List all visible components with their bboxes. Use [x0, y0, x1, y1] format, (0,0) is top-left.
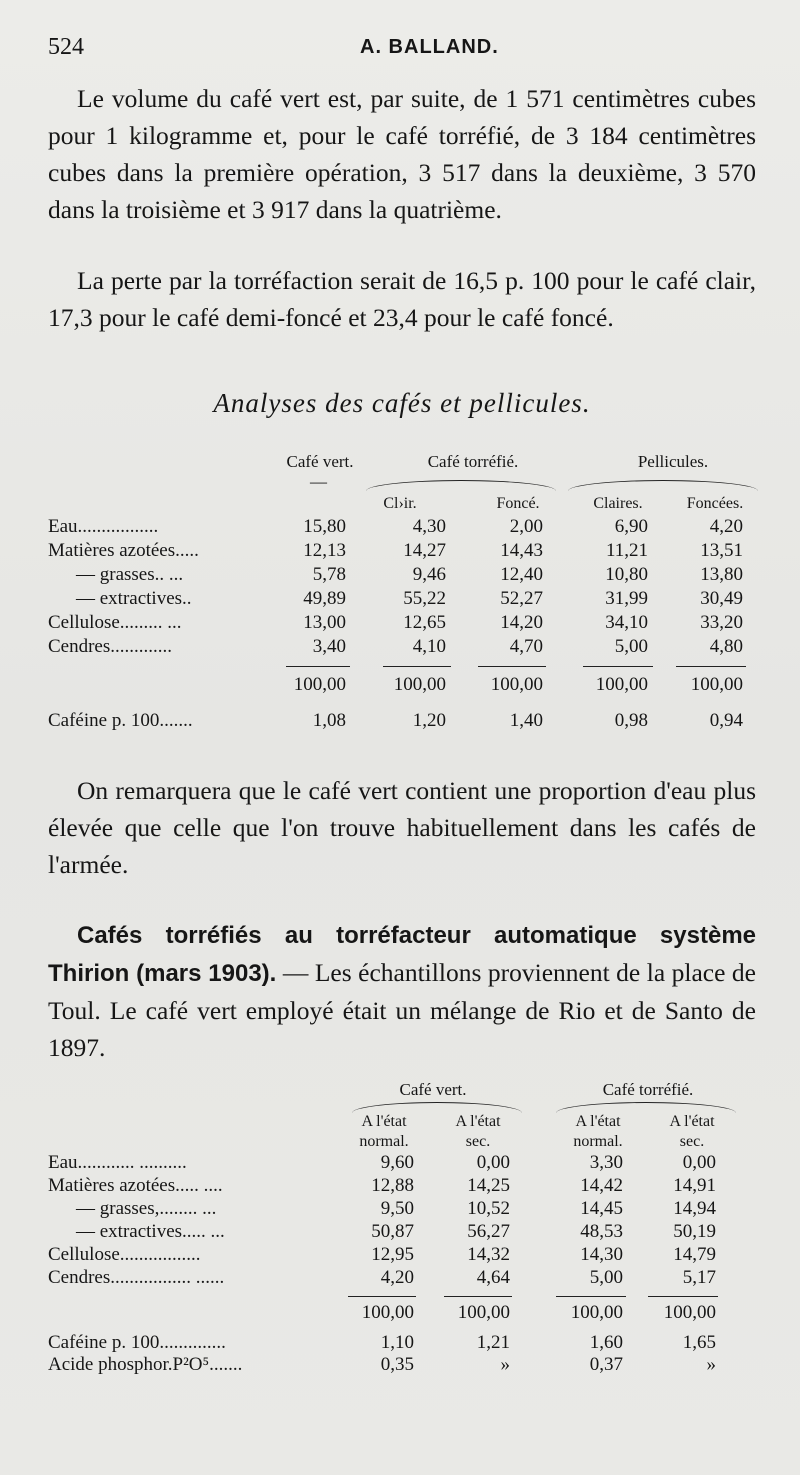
cell: 14,94 — [673, 1198, 716, 1219]
cell: 14,91 — [673, 1175, 716, 1196]
table-row — [48, 636, 758, 660]
cafeine-row — [48, 1332, 758, 1356]
cell: 14,27 — [403, 540, 446, 561]
page-number: 524 — [48, 34, 84, 60]
acide-row — [48, 1354, 758, 1378]
subheader-torrefie-sec — [652, 1112, 732, 1152]
cell: 9,50 — [380, 1198, 414, 1219]
sum-rule — [556, 1296, 626, 1297]
cell: 33,20 — [700, 612, 743, 633]
subheader-vert-normal — [344, 1112, 424, 1152]
paragraph-perte: La perte par la torréfaction serait de 16,5 p. 100 pour le café clair, 17,3 pour le café demi-foncé et 23,4 pour le café foncé. — [48, 266, 756, 332]
cell: 4,70 — [509, 636, 543, 657]
cell: 14,42 — [580, 1175, 623, 1196]
table-row — [48, 516, 758, 540]
sum-rule — [383, 666, 451, 667]
cell: 0,94 — [709, 710, 743, 731]
cell: 5,17 — [682, 1267, 716, 1288]
total-cell: 100,00 — [490, 674, 543, 695]
subheader-line: normal. — [359, 1133, 409, 1150]
subheader-line: A l'état — [455, 1113, 501, 1130]
paragraph-volume: Le volume du café vert est, par suite, de 1 571 centimètres cubes pour 1 kilogramme et, pour le café torréfié, de 3 184 centimètres cubes dans la première opération, 3 517 dans la deuxième, 3 570 dans la troisième et 3 917 dans la quatrième. — [48, 84, 756, 224]
header-pellicules: Pellicules. — [637, 452, 709, 471]
row-label: Matières azotées..... — [48, 540, 199, 561]
brace-torrefie — [366, 480, 556, 491]
cell: 11,21 — [605, 540, 648, 561]
cell: 12,13 — [303, 540, 346, 561]
cell: 10,80 — [605, 564, 648, 585]
subheader-vert-sec — [438, 1112, 518, 1152]
row-label: Cellulose......... ... — [48, 612, 182, 633]
sum-rule — [444, 1296, 512, 1297]
table-row — [48, 564, 758, 588]
cell: 5,00 — [614, 636, 648, 657]
cell: 12,88 — [371, 1175, 414, 1196]
subheader-foncees: Foncées. — [686, 495, 744, 512]
table-row — [48, 540, 758, 564]
cell: 1,60 — [589, 1332, 623, 1353]
cell: 49,89 — [303, 588, 346, 609]
cell: 52,27 — [500, 588, 543, 609]
cell: 50,87 — [371, 1221, 414, 1242]
row-label: Caféine p. 100.............. — [48, 1332, 226, 1353]
row-label: Matières azotées..... .... — [48, 1175, 223, 1196]
cell: 3,30 — [589, 1152, 623, 1173]
cell: 15,80 — [303, 516, 346, 537]
row-label: Eau................. — [48, 516, 159, 537]
subheader-line: A l'état — [361, 1113, 407, 1130]
total-cell: 100,00 — [361, 1302, 414, 1323]
cell: 14,45 — [580, 1198, 623, 1219]
cell: 0,37 — [589, 1354, 623, 1375]
table-row — [48, 612, 758, 636]
row-label: Acide phosphor.P²O⁵....... — [48, 1354, 243, 1375]
cell: 0,00 — [476, 1152, 510, 1173]
totals-row — [48, 674, 758, 698]
cell: 14,20 — [500, 612, 543, 633]
cell: 12,95 — [371, 1244, 414, 1265]
subheader-line: sec. — [465, 1133, 491, 1150]
total-cell: 100,00 — [457, 1302, 510, 1323]
total-cell: 100,00 — [690, 674, 743, 695]
cell: 1,65 — [682, 1332, 716, 1353]
subheader-claires: Claires. — [593, 495, 643, 512]
cell: 48,53 — [580, 1221, 623, 1242]
totals-row — [48, 1302, 758, 1326]
cell: 12,65 — [403, 612, 446, 633]
total-cell: 100,00 — [293, 674, 346, 695]
header-cafe-vert: Café vert. — [399, 1080, 467, 1099]
cell: 4,20 — [709, 516, 743, 537]
cell: 5,00 — [589, 1267, 623, 1288]
cell: 2,00 — [509, 516, 543, 537]
running-head: A. BALLAND. — [360, 36, 499, 58]
cell: 0,98 — [614, 710, 648, 731]
cell: 4,30 — [412, 516, 446, 537]
subheader-clair: Cl›ir. — [383, 495, 417, 512]
page-header — [48, 34, 758, 64]
total-cell: 100,00 — [570, 1302, 623, 1323]
table-row — [48, 1175, 758, 1199]
subheader-line: normal. — [573, 1133, 623, 1150]
cell: 14,25 — [467, 1175, 510, 1196]
cell: » — [706, 1354, 716, 1375]
cell: 3,40 — [312, 636, 346, 657]
subheader-line: sec. — [679, 1133, 705, 1150]
table-row — [48, 1198, 758, 1222]
row-label: — grasses,........ ... — [76, 1198, 217, 1219]
cell: 34,10 — [605, 612, 648, 633]
row-label: Cendres............. — [48, 636, 173, 657]
paragraph-thirion-text: — Les échantillons proviennent de la place de Toul. Le café vert employé était un mélange de Rio et de Santo de 1897. — [48, 958, 756, 1062]
total-cell: 100,00 — [393, 674, 446, 695]
cell: 4,20 — [380, 1267, 414, 1288]
table-row — [48, 1152, 758, 1176]
cell: 0,00 — [682, 1152, 716, 1173]
row-label: — extractives..... ... — [76, 1221, 225, 1242]
cafe-vert-dash: — — [310, 472, 327, 491]
cell: 0,35 — [380, 1354, 414, 1375]
cell: 4,64 — [476, 1267, 510, 1288]
cell: 9,46 — [412, 564, 446, 585]
sum-rule — [286, 666, 350, 667]
sum-rule — [676, 666, 746, 667]
cell: 1,40 — [509, 710, 543, 731]
header-cafe-vert: Café vert. — [286, 452, 354, 471]
sum-rule — [348, 1296, 416, 1297]
cell: 55,22 — [403, 588, 446, 609]
cell: 50,19 — [673, 1221, 716, 1242]
cell: 13,80 — [700, 564, 743, 585]
cell: 14,43 — [500, 540, 543, 561]
cell: 4,80 — [709, 636, 743, 657]
cell: 14,30 — [580, 1244, 623, 1265]
subheader-torrefie-normal — [558, 1112, 638, 1152]
table-row — [48, 1244, 758, 1268]
cell: 14,32 — [467, 1244, 510, 1265]
total-cell: 100,00 — [663, 1302, 716, 1323]
cell: 6,90 — [614, 516, 648, 537]
paragraph-remarque: On remarquera que le café vert contient une proportion d'eau plus élevée que celle que l'on trouve habituellement dans les cafés de l'armée. — [48, 776, 756, 879]
row-label: Eau............ .......... — [48, 1152, 187, 1173]
sum-rule — [583, 666, 653, 667]
table-row — [48, 1221, 758, 1245]
row-label: — extractives.. — [76, 588, 192, 609]
cell: 1,20 — [412, 710, 446, 731]
cell: 56,27 — [467, 1221, 510, 1242]
table-row — [48, 1267, 758, 1291]
cell: 30,49 — [700, 588, 743, 609]
subheader-line: A l'état — [669, 1113, 715, 1130]
total-cell: 100,00 — [595, 674, 648, 695]
row-label: — grasses.. ... — [76, 564, 184, 585]
paragraph-thirion — [48, 916, 756, 1066]
cell: 1,10 — [380, 1332, 414, 1353]
cell: » — [500, 1354, 510, 1375]
cell: 31,99 — [605, 588, 648, 609]
cafeine-row — [48, 710, 758, 734]
cell: 1,21 — [476, 1332, 510, 1353]
cell: 1,08 — [312, 710, 346, 731]
row-label: Cellulose................. — [48, 1244, 201, 1265]
cell: 9,60 — [380, 1152, 414, 1173]
cell: 13,00 — [303, 612, 346, 633]
header-cafe-torrefie: Café torréfié. — [427, 452, 519, 471]
paragraph-thirion-heading: Cafés torréfiés au torréfacteur automatique système Thirion (mars 1903). — [48, 922, 756, 987]
cell: 14,79 — [673, 1244, 716, 1265]
cell: 13,51 — [700, 540, 743, 561]
row-label: Caféine p. 100....... — [48, 710, 193, 731]
section-title: Analyses des cafés et pellicules. — [213, 388, 591, 418]
sum-rule — [478, 666, 546, 667]
brace-pellicules — [568, 480, 758, 491]
header-cafe-torrefie: Café torréfié. — [602, 1080, 694, 1099]
sum-rule — [648, 1296, 718, 1297]
subheader-line: A l'état — [575, 1113, 621, 1130]
row-label: Cendres................. ...... — [48, 1267, 225, 1288]
cell: 12,40 — [500, 564, 543, 585]
cell: 10,52 — [467, 1198, 510, 1219]
subheader-fonce: Foncé. — [496, 495, 540, 512]
cell: 4,10 — [412, 636, 446, 657]
cell: 5,78 — [312, 564, 346, 585]
table-row — [48, 588, 758, 612]
